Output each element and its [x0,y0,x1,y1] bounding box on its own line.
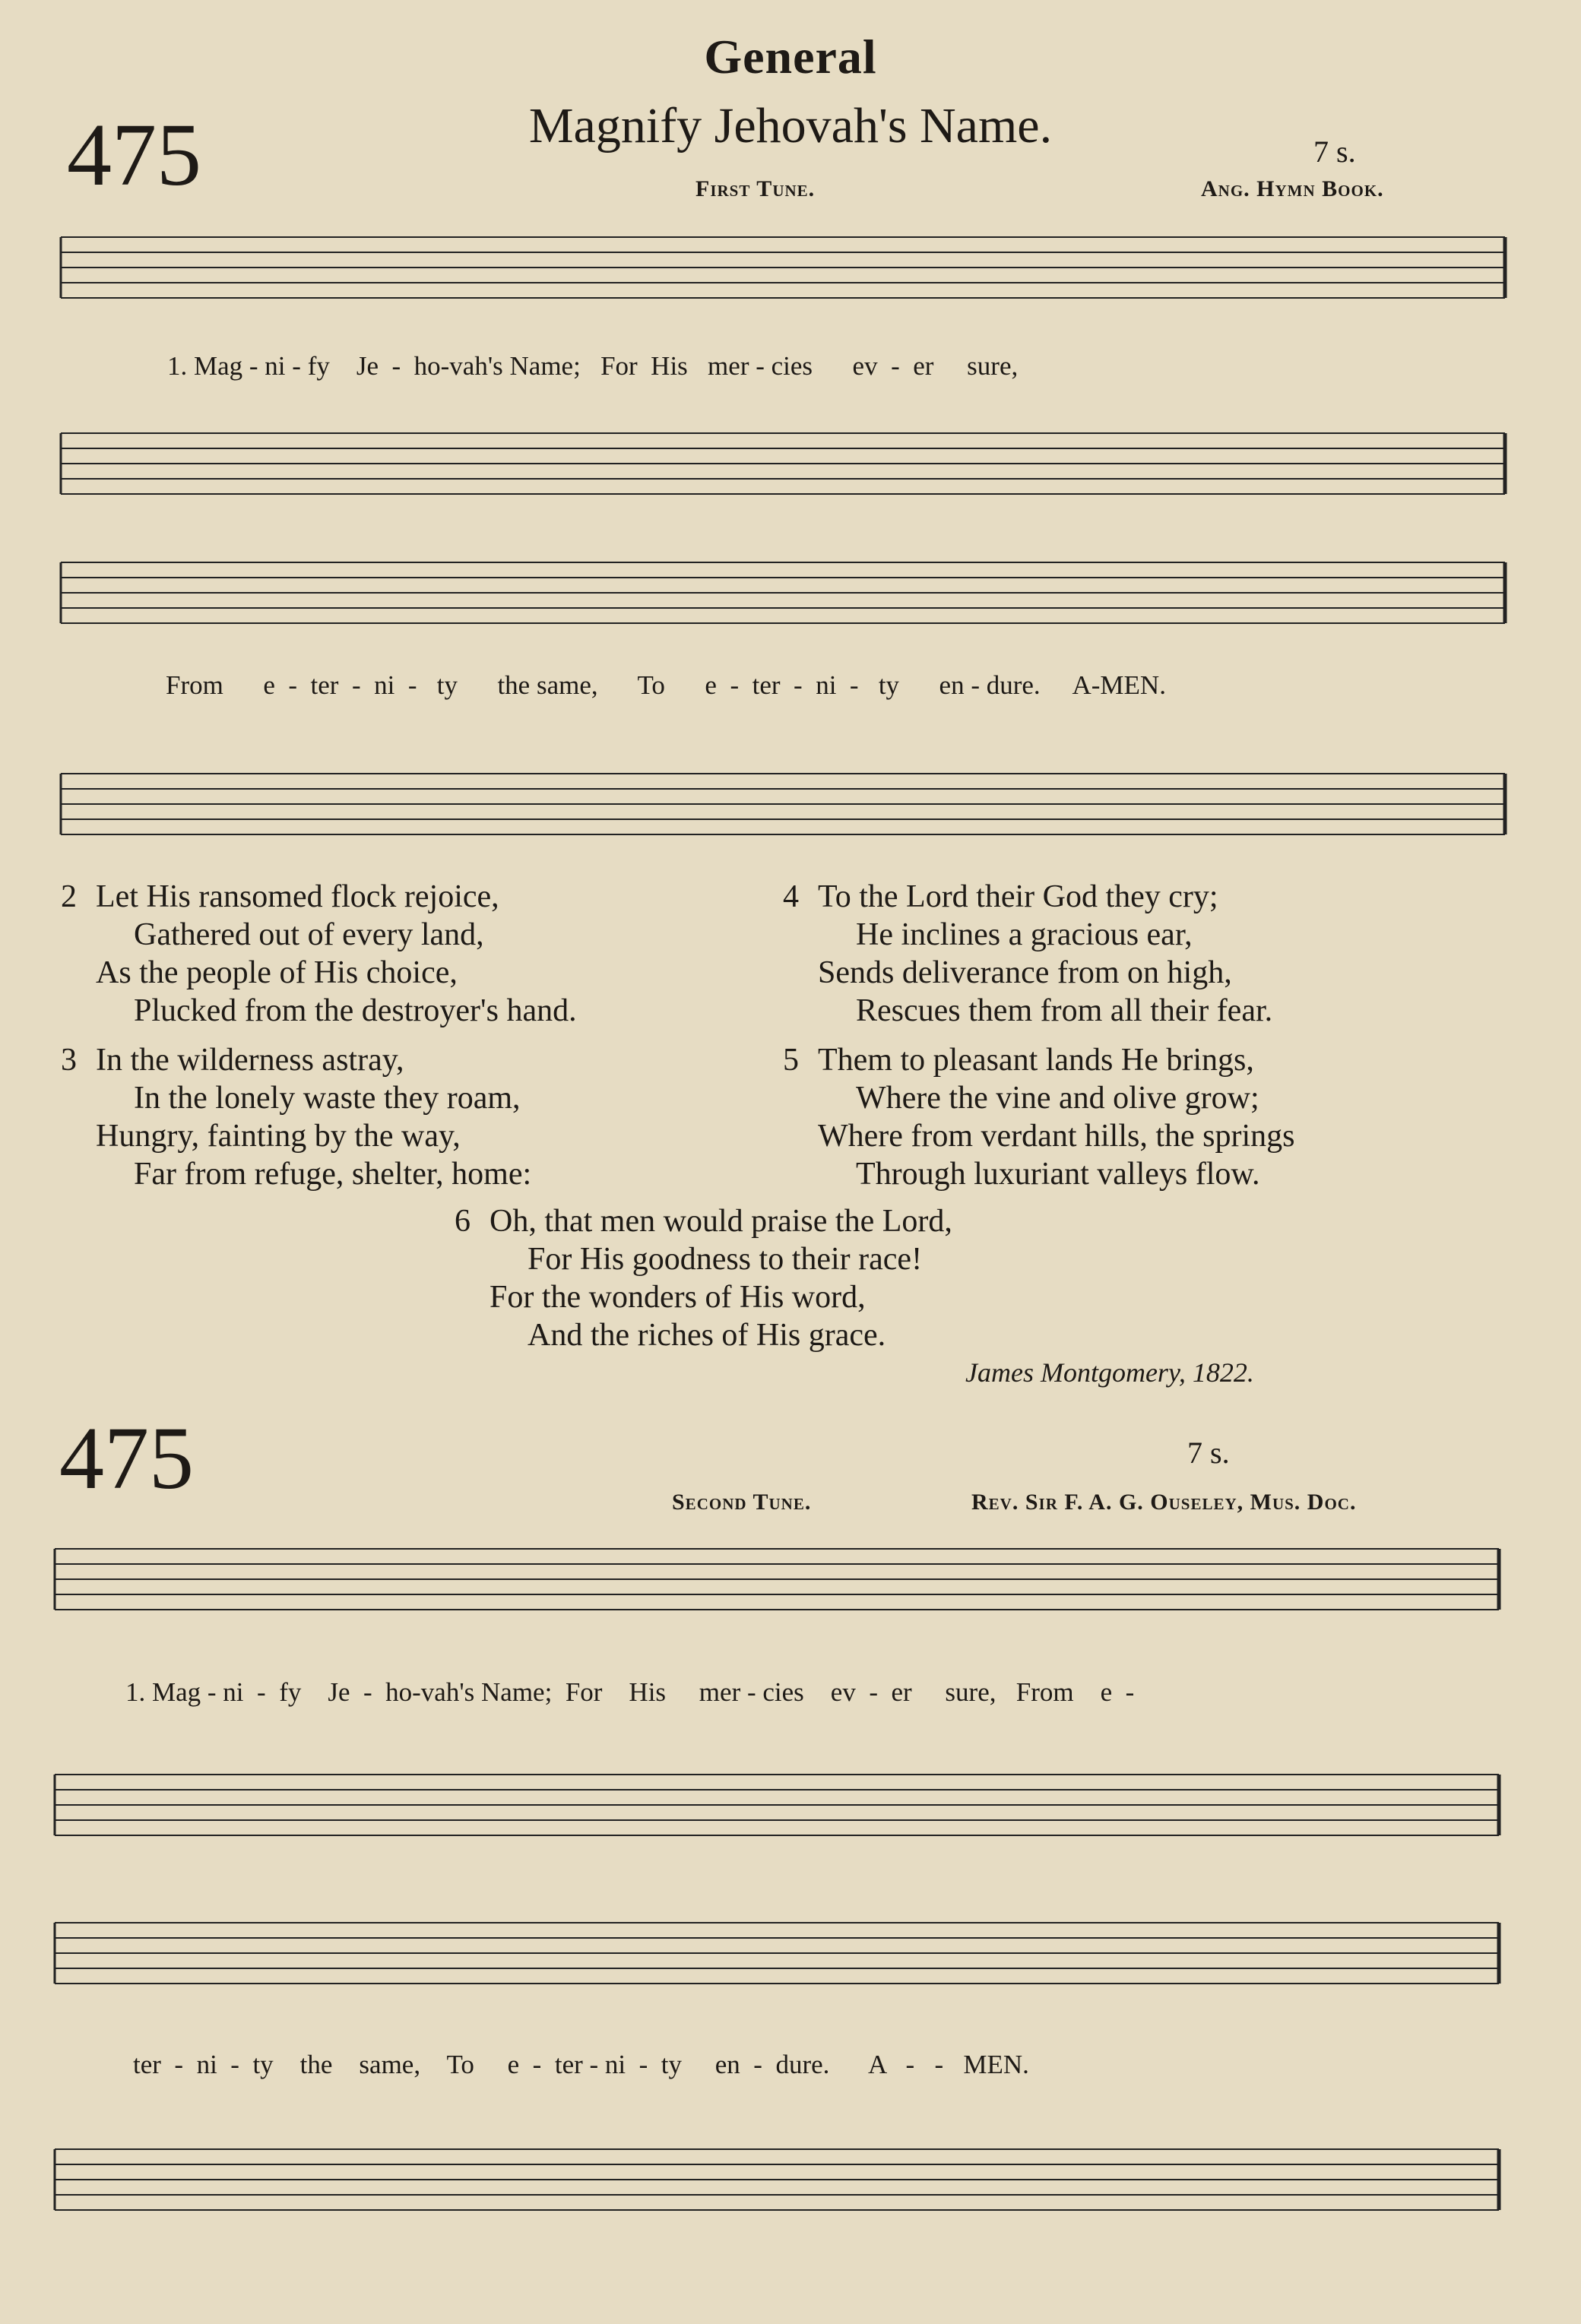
verse-line: Where the vine and olive grow; [856,1081,1259,1116]
verse-line: Let His ransomed flock rejoice, [96,879,499,914]
verse [455,1202,952,1354]
verse-line: Hungry, fainting by the way, [96,1119,461,1154]
verse-line: Gathered out of every land, [134,917,484,952]
verse [61,1041,531,1193]
verse-line: Plucked from the destroyer's hand. [134,993,577,1028]
music-staff-bass [55,1767,1499,1843]
verse-number: 3 [61,1043,77,1078]
verse-number: 6 [455,1204,470,1239]
music-staff-treble [55,1541,1499,1617]
meter: 7 s. [1313,135,1356,169]
verse-line: In the wilderness astray, [96,1043,404,1078]
verse-line: In the lonely waste they roam, [134,1081,521,1116]
lyrics-line: 1. Mag - ni - fy Je - ho-vah's Name; For His mer - cies ev - er sure, [167,351,1019,381]
music-staff-treble [55,1915,1499,1991]
verse [783,878,1272,1030]
lyrics-line: ter - ni - ty the same, To e - ter - ni - ty en - dure. A - - MEN. [133,2050,1029,2079]
verse [783,1041,1295,1193]
music-staff-bass [55,2142,1499,2218]
attribution: James Montgomery, 1822. [965,1357,1254,1388]
verse-line: Sends deliverance from on high, [818,955,1232,990]
verse-line: He inclines a gracious ear, [856,917,1193,952]
verse-number: 2 [61,879,77,914]
verse-line: Far from refuge, shelter, home: [134,1157,532,1192]
verse-line: As the people of His choice, [96,955,458,990]
verse-line: Them to pleasant lands He brings, [818,1043,1254,1078]
verse-number: 5 [783,1043,799,1078]
verse-line: Oh, that men would praise the Lord, [490,1204,952,1239]
tune-label: Second Tune. [672,1490,812,1515]
hymn-title: Magnify Jehovah's Name. [528,98,1053,154]
tune-label: First Tune. [695,176,816,201]
music-staff-treble [61,230,1505,306]
verse-number: 4 [783,879,799,914]
tune-source: Ang. Hymn Book. [1201,176,1384,201]
verse [61,878,577,1030]
lyrics-line: From e - ter - ni - ty the same, To e - ter - ni - ty en - dure. A-MEN. [166,670,1166,700]
meter: 7 s. [1187,1436,1230,1470]
tune-source: Rev. Sir F. A. G. Ouseley, Mus. Doc. [971,1490,1357,1515]
verse-line: And the riches of His grace. [528,1318,886,1353]
verse-line: Through luxuriant valleys flow. [856,1157,1260,1192]
music-staff-bass [61,426,1505,502]
verse-line: To the Lord their God they cry; [818,879,1218,914]
music-staff-bass [61,766,1505,842]
section-title: General [704,30,877,84]
lyrics-line: 1. Mag - ni - fy Je - ho-vah's Name; For His mer - cies ev - er sure, From e - [125,1677,1135,1707]
verse-line: For His goodness to their race! [528,1242,923,1277]
verse-line: For the wonders of His word, [490,1280,866,1315]
music-staff-treble [61,555,1505,631]
hymn-number: 475 [67,105,201,204]
hymn-number: 475 [59,1408,194,1508]
verse-line: Rescues them from all their fear. [856,993,1273,1028]
verse-line: Where from verdant hills, the springs [818,1119,1295,1154]
